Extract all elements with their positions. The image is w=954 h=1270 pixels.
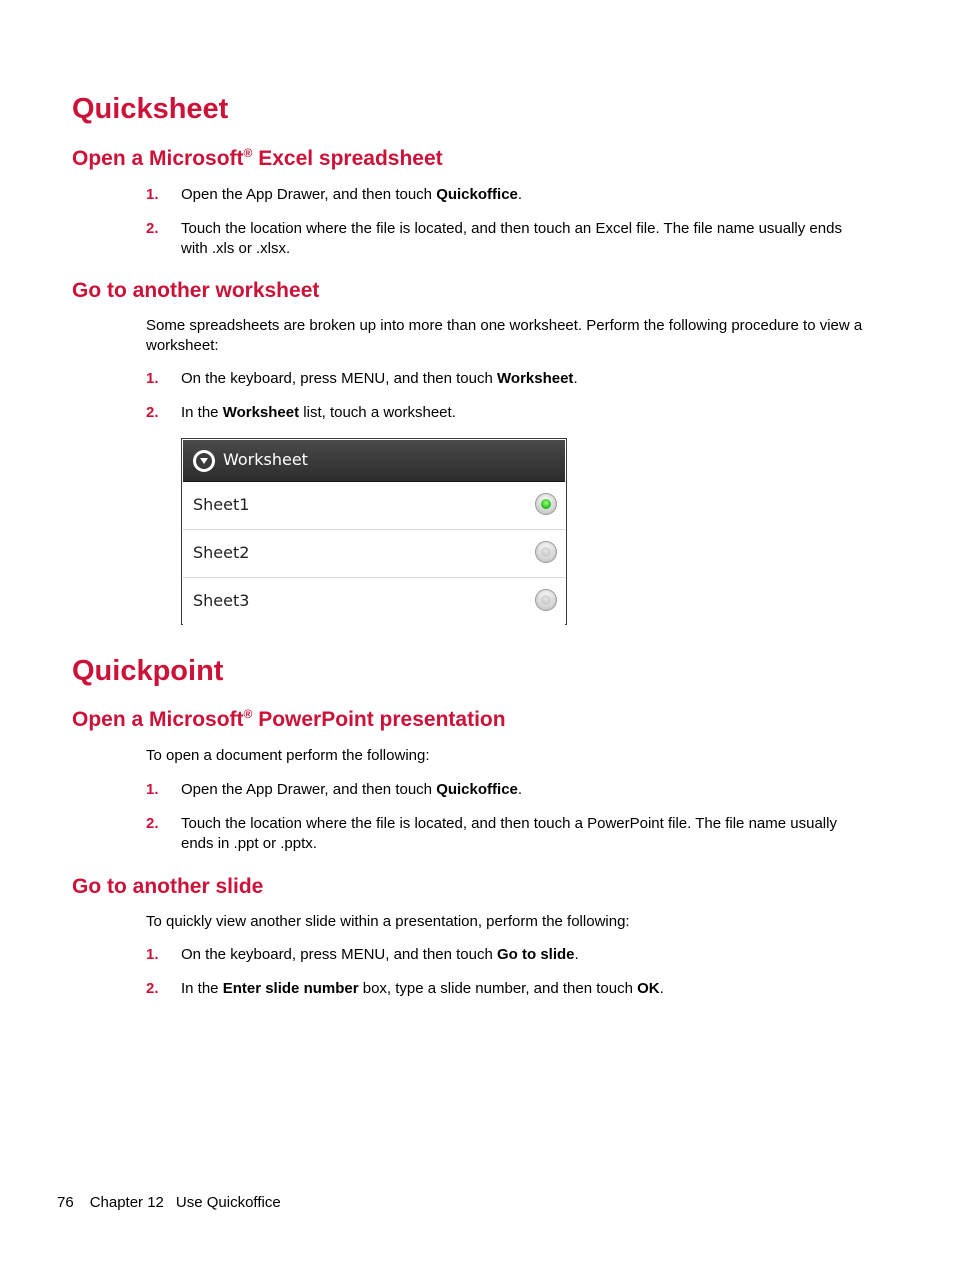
step-number: 2. [146,404,159,421]
page-footer [57,1194,297,1212]
list-item-step-2 [146,814,866,854]
step-number: 1. [146,186,159,203]
step-number: 1. [146,781,159,798]
dialog-title: Worksheet [223,450,308,469]
step-text: On the keyboard, press MENU, and then touch Go to slide. [181,946,579,963]
list-item-step-2 [146,219,866,259]
step-number: 2. [146,980,159,997]
chapter-number: Chapter 12 [89,1194,164,1211]
step-number: 1. [146,946,159,963]
list-item-step-1 [146,369,866,389]
subsection-title-open-powerpoint [72,709,506,730]
sheet-label: Sheet2 [193,543,250,562]
step-number: 2. [146,815,159,832]
section-title-quicksheet: Quicksheet [72,93,229,125]
dropdown-circle-icon [193,450,215,472]
subsection-title-another-worksheet: Go to another worksheet [72,279,320,302]
chapter-title: Use Quickoffice [175,1194,281,1211]
step-text: In the Worksheet list, touch a worksheet. [181,404,456,421]
sheet-label: Sheet3 [193,591,250,610]
radio-unselected-icon[interactable] [535,589,557,611]
step-number: 2. [146,220,159,237]
step-text: Open the App Drawer, and then touch Quickoffice. [181,781,523,798]
registered-mark: ® [243,707,253,721]
radio-selected-icon[interactable] [535,493,557,515]
step-text: In the Enter slide number box, type a slide number, and then touch OK. [181,980,664,997]
step-number: 1. [146,370,159,387]
section-title-quickpoint: Quickpoint [72,655,224,687]
page-number: 76 [57,1194,74,1211]
title-prefix: Open a Microsoft [72,147,244,170]
step-text: Touch the location where the file is located, and then touch an Excel file. The file name usually ends with .xls or .xlsx. [181,220,842,257]
intro-paragraph: To open a document perform the following: [146,747,430,764]
list-item-step-1 [146,185,866,205]
intro-paragraph: To quickly view another slide within a presentation, perform the following: [146,913,630,930]
list-item-step-1 [146,780,866,800]
radio-unselected-icon[interactable] [535,541,557,563]
title-suffix: Excel spreadsheet [252,147,443,170]
title-suffix: PowerPoint presentation [252,708,506,731]
sheet-label: Sheet1 [193,495,250,514]
sheet-option-2[interactable] [183,530,565,578]
subsection-title-another-slide: Go to another slide [72,875,264,898]
sheet-option-1[interactable] [183,482,565,530]
step-text: Open the App Drawer, and then touch Quickoffice. [181,186,523,203]
worksheet-dialog-screenshot [181,438,567,625]
subsection-title-open-excel [72,148,443,169]
list-item-step-1 [146,945,866,965]
list-item-step-2 [146,979,866,999]
step-text: On the keyboard, press MENU, and then touch Worksheet. [181,370,578,387]
dialog-header [183,440,565,482]
registered-mark: ® [243,146,253,160]
list-item-step-2 [146,403,866,423]
sheet-option-3[interactable] [183,578,565,625]
step-text: Touch the location where the file is located, and then touch a PowerPoint file. The file name usually ends in .ppt or .pptx. [181,815,837,852]
intro-paragraph: Some spreadsheets are broken up into more than one worksheet. Perform the following procedure to view a worksheet: [146,317,863,354]
title-prefix: Open a Microsoft [72,708,244,731]
